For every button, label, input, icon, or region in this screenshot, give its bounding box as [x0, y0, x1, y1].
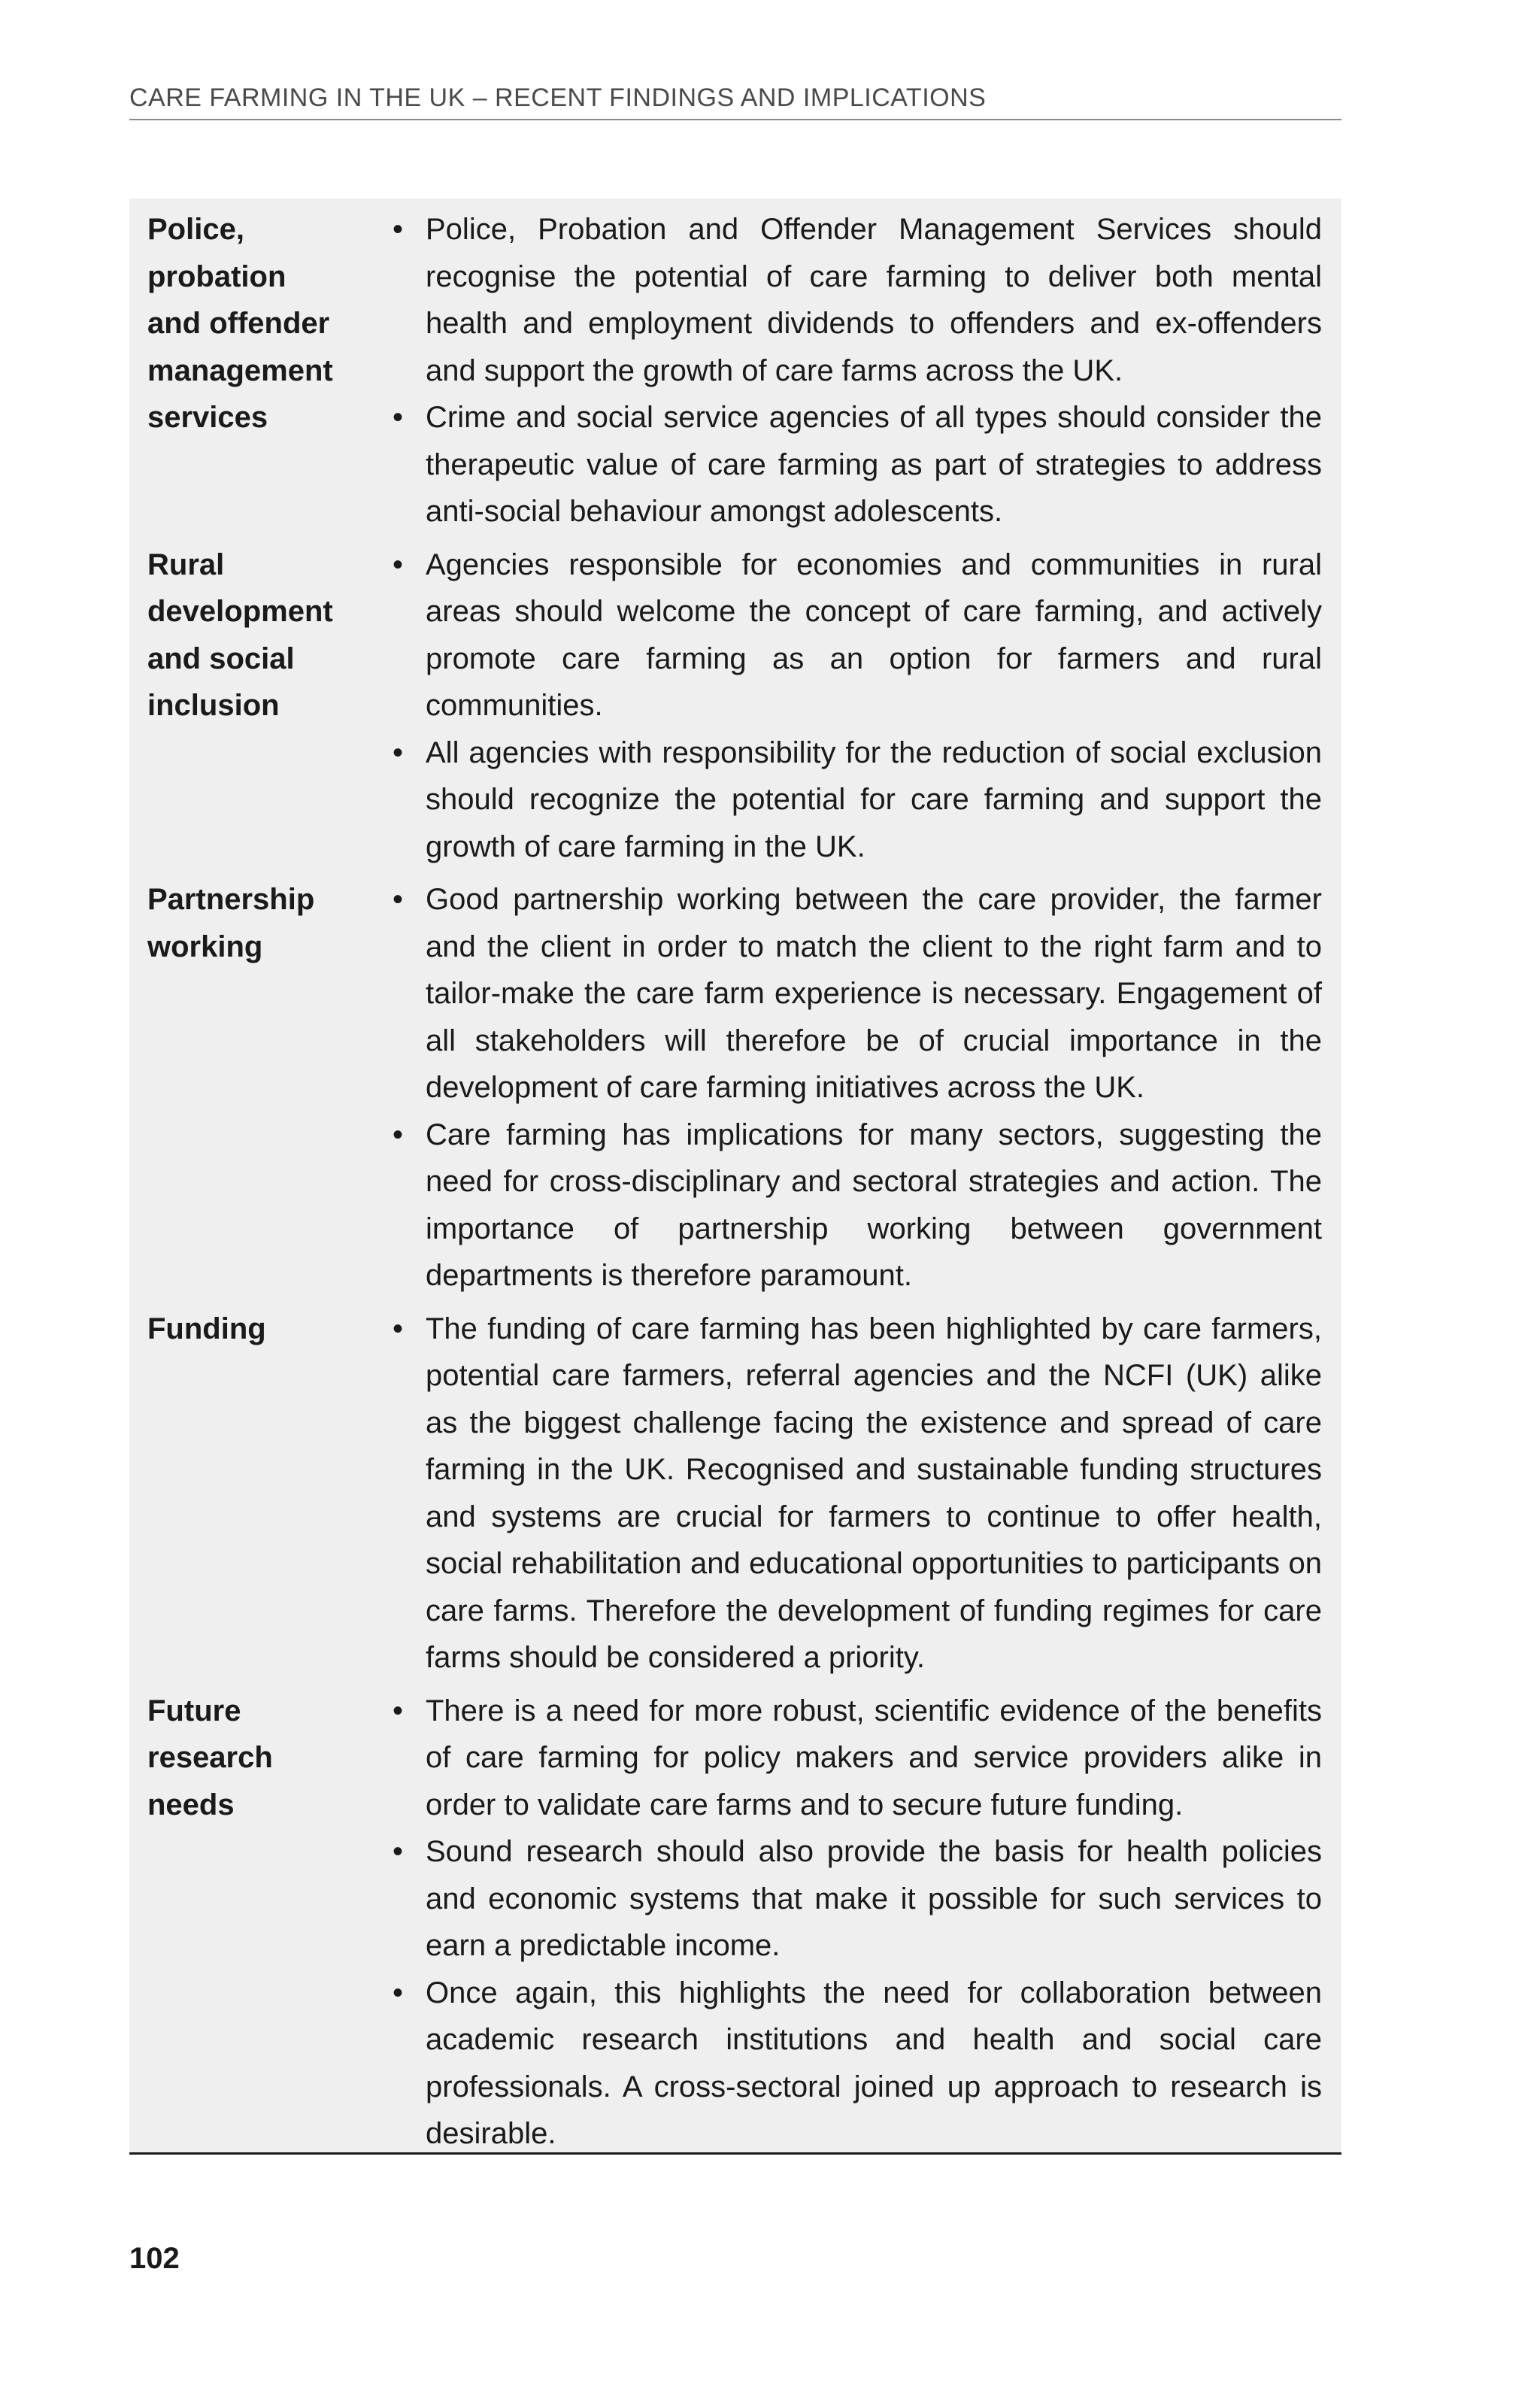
- bullet-dot-icon: •: [393, 1976, 404, 2009]
- page-number: 102: [129, 2242, 180, 2275]
- list-item: [374, 1688, 1322, 1829]
- row-heading-line: Funding: [147, 1312, 266, 1345]
- bullet-list: [374, 876, 1322, 1300]
- row-heading-line: research: [147, 1741, 273, 1774]
- row-heading-line: probation: [147, 259, 286, 293]
- bullet-list: [374, 1306, 1322, 1682]
- row-heading-line: development: [147, 595, 333, 628]
- table-row: [129, 541, 1341, 871]
- row-heading-line: needs: [147, 1788, 235, 1821]
- row-heading-line: inclusion: [147, 689, 280, 722]
- bullet-list: [374, 541, 1322, 871]
- row-heading: [129, 1688, 374, 2158]
- bullet-list: [374, 1688, 1322, 2158]
- list-item-text: Care farming has implications for many sectors, suggesting the need for cross-disciplinary and sectoral strategies and action. The importance of partnership working between government departments is therefore paramount.: [426, 1118, 1322, 1292]
- running-head: CARE FARMING IN THE UK – RECENT FINDINGS AND IMPLICATIONS: [129, 83, 987, 112]
- row-heading-line: and social: [147, 641, 295, 675]
- list-item: [374, 541, 1322, 729]
- list-item-text: Agencies responsible for economies and communities in rural areas should welcome the concept of care farming, and actively promote care farming as an option for farmers and rural communities.: [426, 547, 1322, 722]
- table-row: [129, 206, 1341, 535]
- bullet-list: [374, 206, 1322, 535]
- row-heading: [129, 206, 374, 535]
- bullet-dot-icon: •: [393, 213, 404, 246]
- list-item-text: Once again, this highlights the need for collaboration between academic research institutions and health and social care professionals. A cross-sectoral joined up approach to research is desirable.: [426, 1976, 1322, 2150]
- row-heading: [129, 1306, 374, 1682]
- row-heading-line: working: [147, 930, 263, 963]
- bullet-dot-icon: •: [393, 736, 404, 769]
- bullet-dot-icon: •: [393, 1118, 404, 1151]
- bullet-dot-icon: •: [393, 401, 404, 434]
- list-item-text: The funding of care farming has been highlighted by care farmers, potential care farmers, referral agencies and the NCFI (UK) alike as the biggest challenge facing the existence and spread of care farming in the UK. Recognised and sustainable funding structures and systems are crucial for farmers to continue to offer health, social rehabilitation and educational opportunities to participants on care farms. Therefore the development of funding regimes for care farms should be considered a priority.: [426, 1312, 1322, 1674]
- recommendations-table: [129, 199, 1341, 2164]
- row-heading-line: Future: [147, 1694, 241, 1727]
- table-row: [129, 1688, 1341, 2158]
- list-item: [374, 206, 1322, 394]
- list-item: [374, 1828, 1322, 1970]
- list-item-text: All agencies with responsibility for the reduction of social exclusion should recognize the potential for care farming and support the growth of care farming in the UK.: [426, 736, 1322, 863]
- list-item: [374, 394, 1322, 535]
- row-heading: [129, 876, 374, 1300]
- list-item: [374, 1306, 1322, 1682]
- bullet-dot-icon: •: [393, 1312, 404, 1345]
- list-item-text: There is a need for more robust, scientific evidence of the benefits of care farming for policy makers and service providers alike in order to validate care farms and to secure future funding.: [426, 1694, 1322, 1821]
- list-item: [374, 1970, 1322, 2158]
- list-item: [374, 876, 1322, 1112]
- bullet-dot-icon: •: [393, 1694, 404, 1727]
- header-rule: [129, 119, 1341, 120]
- list-item: [374, 1112, 1322, 1300]
- row-heading-line: Rural: [147, 547, 225, 581]
- table-row: [129, 876, 1341, 1300]
- row-heading-line: Police,: [147, 213, 244, 246]
- row-heading-line: and offender: [147, 307, 330, 340]
- row-heading-line: services: [147, 401, 268, 434]
- list-item-text: Crime and social service agencies of all types should consider the therapeutic value of care farming as part of strategies to address anti-social behaviour amongst adolescents.: [426, 401, 1322, 528]
- row-heading: [129, 541, 374, 871]
- table-row: [129, 1306, 1341, 1682]
- list-item-text: Good partnership working between the care provider, the farmer and the client in order to match the client to the right farm and to tailor-make the care farm experience is necessary. Engagement of all stakeholders will therefore be of crucial importance in the development of care farming initiatives across the UK.: [426, 883, 1322, 1104]
- list-item-text: Sound research should also provide the basis for health policies and economic systems that make it possible for such services to earn a predictable income.: [426, 1835, 1322, 1962]
- bullet-dot-icon: •: [393, 883, 404, 916]
- list-item-text: Police, Probation and Offender Management Services should recognise the potential of care farming to deliver both mental health and employment dividends to offenders and ex-offenders and support the growth of care farms across the UK.: [426, 213, 1322, 387]
- bullet-dot-icon: •: [393, 1835, 404, 1868]
- list-item: [374, 729, 1322, 871]
- table-bottom-rule: [129, 2152, 1341, 2155]
- bullet-dot-icon: •: [393, 547, 404, 581]
- row-heading-line: management: [147, 353, 333, 387]
- row-heading-line: Partnership: [147, 883, 315, 916]
